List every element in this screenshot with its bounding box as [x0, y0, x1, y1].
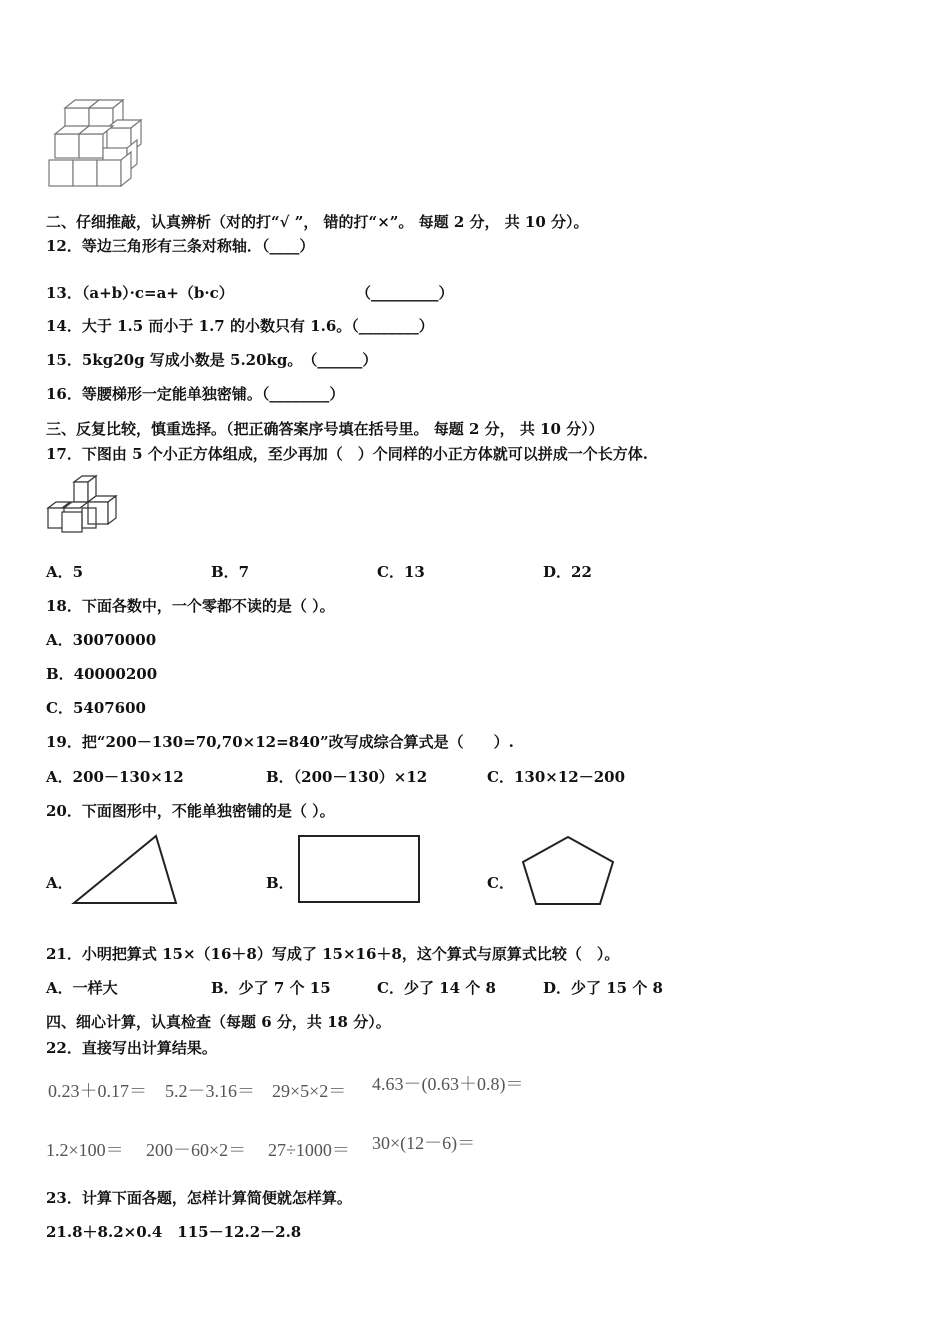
q18-option-b[interactable]: B．40000200	[46, 665, 158, 683]
q15	[46, 350, 377, 370]
q23-expressions: 21.8＋8.2×0.4 115－12.2－2.8	[46, 1223, 302, 1241]
q17-option-c[interactable]: C．13	[377, 563, 425, 581]
q22-expr-3: 29×5×2＝	[272, 1081, 347, 1101]
q18-stem: 18．下面各数中，一个零都不读的是（ ）。	[46, 597, 335, 615]
q18-option-a[interactable]: A．30070000	[46, 631, 157, 649]
q12	[46, 236, 314, 256]
q14-num: 14．	[46, 317, 82, 335]
q19-option-b[interactable]: B．（200－130）×12	[266, 768, 428, 786]
q13	[46, 283, 234, 303]
q17-option-d[interactable]: D．22	[543, 563, 592, 581]
q22-stem: 22．直接写出计算结果。	[46, 1039, 217, 1057]
q16-text: 等腰梯形一定能单独密铺。（________）	[81, 385, 345, 403]
q13-num: 13．	[46, 284, 82, 302]
rectangle-shape	[297, 834, 423, 906]
q14-text: 大于 1.5 而小于 1.7 的小数只有 1.6。（________）	[81, 317, 434, 335]
section-judge-heading: 二、仔细推敲，认真辨析（对的打“√ ”， 错的打“×”。 每题 2 分， 共 10 分）。	[46, 213, 589, 231]
q22-expr-1: 0.23＋0.17＝	[48, 1081, 147, 1101]
q17-option-a[interactable]: A．5	[46, 563, 84, 581]
q22-expr-5: 1.2×100＝	[46, 1140, 124, 1160]
q19-stem: 19．把“200－130=70,70×12=840”改写成综合算式是（ ）.	[46, 733, 514, 751]
section-calc-heading: 四、细心计算，认真检查（每题 6 分，共 18 分）。	[46, 1013, 391, 1031]
q19-option-c[interactable]: C．130×12－200	[487, 768, 626, 786]
pentagon-shape	[520, 834, 616, 908]
q20-option-a[interactable]: A．	[46, 874, 73, 892]
q20-stem: 20．下面图形中，不能单独密铺的是（ ）。	[46, 802, 335, 820]
q21-stem: 21．小明把算式 15×（16＋8）写成了 15×16＋8，这个算式与原算式比较（ ）。	[46, 945, 620, 963]
section-choice-heading: 三、反复比较，慎重选择。（把正确答案序号填在括号里。 每题 2 分， 共 10 分））	[46, 420, 604, 438]
q15-num: 15．	[46, 351, 82, 369]
five-cubes-figure	[44, 472, 124, 537]
q22-expr-2: 5.2－3.16＝	[165, 1081, 255, 1101]
q21-option-c[interactable]: C．少了 14 个 8	[377, 979, 496, 997]
q21-option-b[interactable]: B．少了 7 个 15	[211, 979, 331, 997]
cube-stack-figure	[45, 98, 145, 193]
q17-option-b[interactable]: B．7	[211, 563, 250, 581]
q12-text: 等边三角形有三条对称轴．（____）	[81, 237, 315, 255]
q13-text: （a+b）·c=a+（b·c）	[81, 284, 234, 302]
q17-stem: 17．下图由 5 个小正方体组成，至少再加（ ）个同样的小正方体就可以拼成一个长方体.	[46, 445, 648, 463]
q22-expr-4: 4.63－(0.63＋0.8)＝	[372, 1074, 524, 1094]
q16	[46, 384, 344, 404]
q23-stem: 23．计算下面各题，怎样计算简便就怎样算。	[46, 1189, 352, 1207]
q22-expr-8: 30×(12－6)＝	[372, 1133, 476, 1153]
triangle-shape	[70, 832, 180, 907]
q15-text: 5kg20g 写成小数是 5.20kg。 （______）	[81, 351, 378, 369]
q21-option-d[interactable]: D．少了 15 个 8	[543, 979, 663, 997]
q19-option-a[interactable]: A．200－130×12	[46, 768, 184, 786]
q20-option-b[interactable]: B．	[266, 874, 294, 892]
q14	[46, 316, 434, 336]
q22-expr-6: 200－60×2＝	[146, 1140, 247, 1160]
q21-option-a[interactable]: A．一样大	[46, 979, 118, 997]
q22-expr-7: 27÷1000＝	[268, 1140, 350, 1160]
q13-blank: （_________）	[356, 284, 454, 302]
q12-num: 12．	[46, 237, 82, 255]
q20-option-c[interactable]: C．	[487, 874, 514, 892]
q18-option-c[interactable]: C．5407600	[46, 699, 146, 717]
q16-num: 16．	[46, 385, 82, 403]
